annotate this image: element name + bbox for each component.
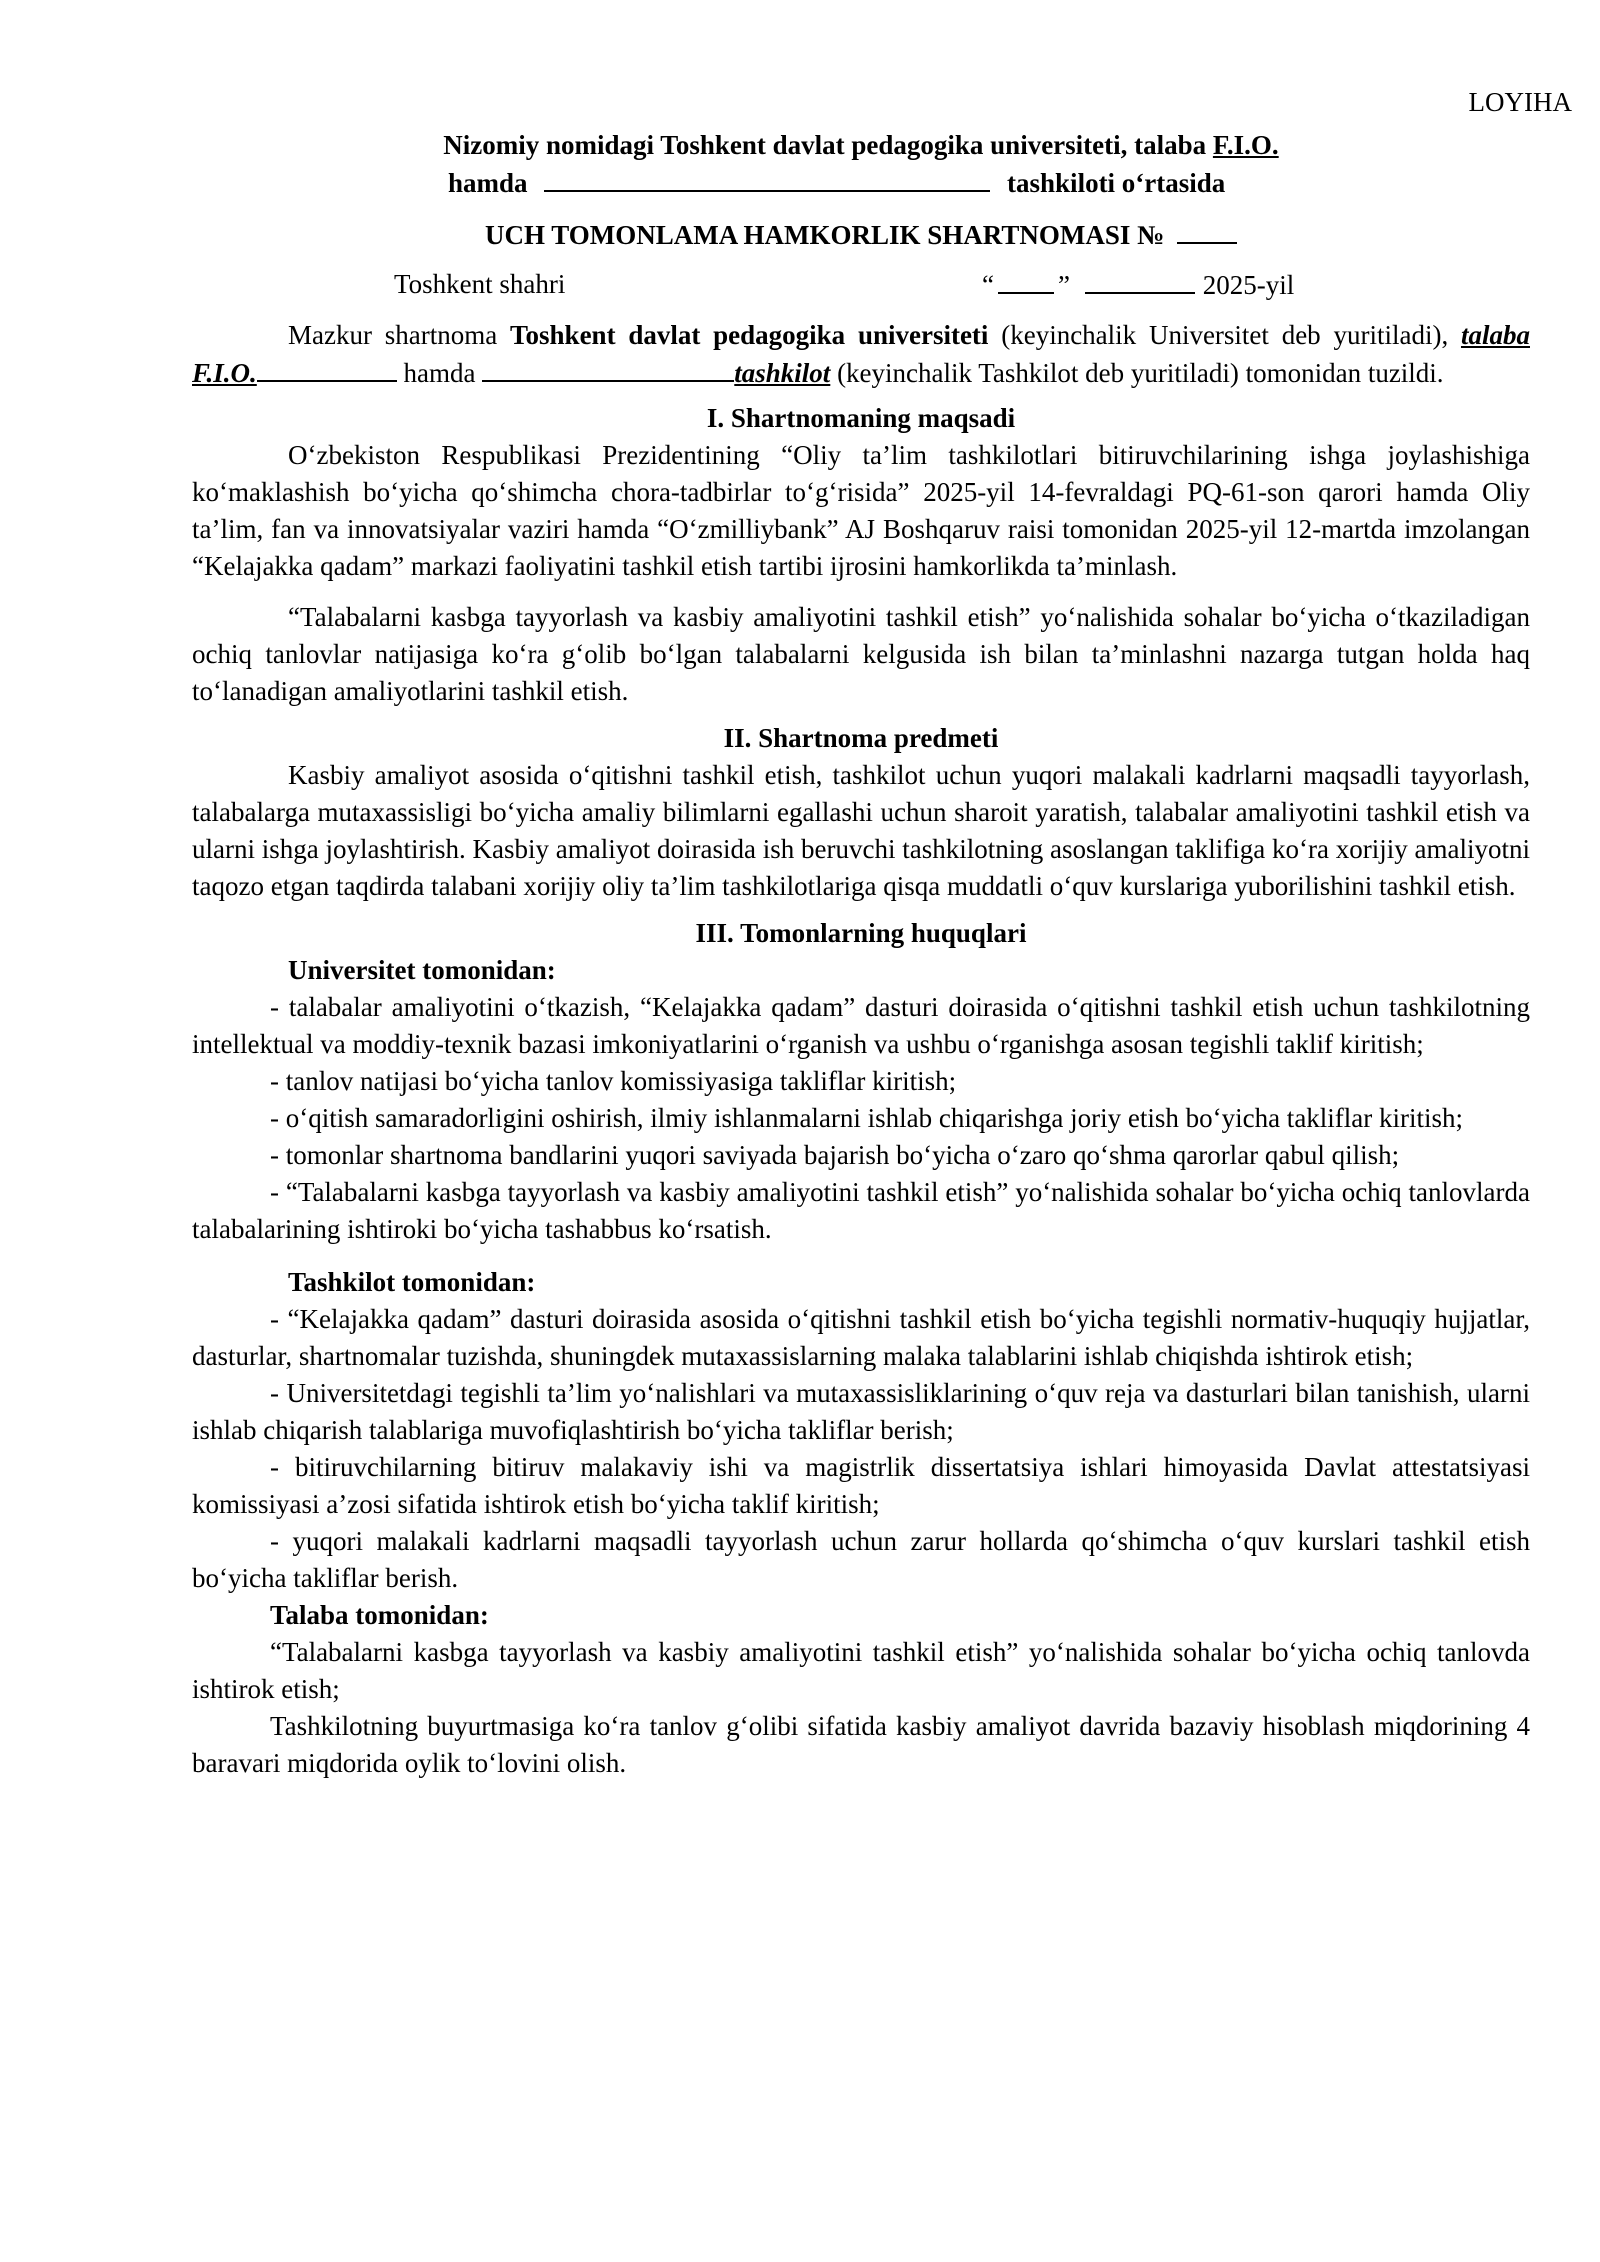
- university-right-2: - tanlov natijasi bo‘yicha tanlov komissiyasiga takliflar kiritish;: [270, 1066, 957, 1096]
- section-2-paragraph-1: Kasbiy amaliyot asosida o‘qitishni tashkil etish, tashkilot uchun yuqori malakali kadrlarni maqsadli tayyorlash, talabalarga mutaxassisligi bo‘yicha amaliy bilimlarni egallashi uchun sharoit yaratish, talabalar amaliyotini tashkil etish va ularni ishga joylashtirish. Kasbiy amaliyot doirasida ish beruvchi tashkilotning asoslangan taklifiga ko‘ra xorijiy amaliyotni taqozo etgan taqdirda talabani xorijiy oliy ta’lim tashkilotlariga qisqa muddatli o‘quv kurslariga yuborilishini tashkil etish.: [192, 760, 1530, 901]
- header-hamda: hamda: [448, 168, 528, 198]
- university-rights-heading: Universitet tomonidan:: [288, 955, 556, 985]
- document-page: [192, 84, 1572, 1782]
- contract-number-blank: [1177, 216, 1237, 244]
- section-3-title: III. Tomonlarning huquqlari: [695, 918, 1027, 948]
- intro-text-2: (keyinchalik Universitet deb yuritiladi),: [988, 320, 1461, 350]
- university-right-1: - talabalar amaliyotini o‘tkazish, “Kelajakka qadam” dasturi doirasida o‘qitishni tashkil etish uchun tashkilotning intellektual va moddiy-texnik bazasi imkoniyatlarini o‘rganish va ushbu o‘rganishga asosan tegishli taklif kiritish;: [192, 992, 1530, 1059]
- organization-name-blank: [482, 354, 734, 382]
- organization-rights-heading: Tashkilot tomonidan:: [288, 1267, 536, 1297]
- draft-label: LOYIHA: [1468, 87, 1572, 117]
- header-line-2: [192, 164, 1530, 202]
- section-1-title: I. Shartnomaning maqsadi: [706, 403, 1016, 433]
- student-rights-heading: Talaba tomonidan:: [270, 1600, 489, 1630]
- year: 2025-yil: [1202, 270, 1295, 300]
- section-1-paragraph-2: “Talabalarni kasbga tayyorlash va kasbiy amaliyotini tashkil etish” yo‘nalishida sohalar bo‘yicha o‘tkaziladigan ochiq tanlovlar natijasiga ko‘ra g‘olib bo‘lgan talabalarni kelgusida ish bilan ta’minlashni nazarga tutgan holda haq to‘lanadigan amaliyotlarini tashkil etish.: [192, 602, 1530, 706]
- organization-right-1: - “Kelajakka qadam” dasturi doirasida asosida o‘qitishni tashkil etish bo‘yicha tegishli normativ-huquqiy hujjatlar, dasturlar, shartnomalar tuzishda, shuningdek mutaxassislarning malaka talablarini ishlab chiqishda ishtirok etish;: [192, 1304, 1530, 1371]
- header-line-2-suffix: tashkiloti o‘rtasida: [1007, 168, 1226, 198]
- organization-right-3: - bitiruvchilarning bitiruv malakaviy ishi va magistrlik dissertatsiya ishlari himoyasida Davlat attestatsiyasi komissiyasi a’zosi sifatida ishtirok etish bo‘yicha taklif kiritish;: [192, 1452, 1530, 1519]
- month-blank: [1085, 266, 1195, 294]
- day-blank: [998, 266, 1054, 294]
- organization-right-2: - Universitetdagi tegishli ta’lim yo‘nalishlari va mutaxassisliklarining o‘quv reja va dasturlari bilan tanishish, ularni ishlab chiqarish talablariga muvofiqlashtirish bo‘yicha takliflar berish;: [192, 1378, 1530, 1445]
- section-2-title: II. Shartnoma predmeti: [723, 723, 999, 753]
- university-right-5: - “Talabalarni kasbga tayyorlash va kasbiy amaliyotini tashkil etish” yo‘nalishida sohalar bo‘yicha ochiq tanlovlarda talabalarining ishtiroki bo‘yicha tashabbus ko‘rsatish.: [192, 1177, 1530, 1244]
- intro-text-4: (keyinchalik Tashkilot deb yuritiladi) tomonidan tuzildi.: [830, 358, 1444, 388]
- header-university-text: Nizomiy nomidagi Toshkent davlat pedagogika universiteti, talaba: [443, 130, 1213, 160]
- student-right-2: Tashkilotning buyurtmasiga ko‘ra tanlov g‘olibi sifatida kasbiy amaliyot davrida bazaviy hisoblash miqdorining 4 baravari miqdorida oylik to‘lovini olish.: [192, 1711, 1530, 1778]
- student-right-1: “Talabalarni kasbga tayyorlash va kasbiy amaliyotini tashkil etish” yo‘nalishida sohalar bo‘yicha ochiq tanlovda ishtirok etish;: [192, 1637, 1530, 1704]
- intro-paragraph: [192, 317, 1530, 392]
- contract-title-text: UCH TOMONLAMA HAMKORLIK SHARTNOMASI №: [485, 220, 1165, 250]
- city: Toshkent shahri: [394, 269, 566, 299]
- student-blank: [257, 354, 397, 382]
- organization-right-4: - yuqori malakali kadrlarni maqsadli tayyorlash uchun zarur hollarda qo‘shimcha o‘quv kurslari tashkil etish bo‘yicha takliflar berish.: [192, 1526, 1530, 1593]
- organization-blank: [544, 164, 990, 192]
- header-fio: F.I.O.: [1212, 130, 1279, 160]
- intro-organization: tashkilot: [734, 358, 831, 388]
- university-right-4: - tomonlar shartnoma bandlarini yuqori saviyada bajarish bo‘yicha o‘zaro qo‘shma qarorlar qabul qilish;: [270, 1140, 1400, 1170]
- date-close-quote: ”: [1057, 270, 1070, 300]
- date-open-quote: “: [982, 270, 994, 300]
- date-line: [982, 266, 1294, 304]
- intro-text-1: Mazkur shartnoma: [288, 320, 510, 350]
- intro-text-3: hamda: [396, 358, 483, 388]
- header-line-1: [192, 127, 1530, 164]
- intro-student: talaba F.I.O.: [192, 320, 1530, 388]
- university-right-3: - o‘qitish samaradorligini oshirish, ilmiy ishlanmalarni ishlab chiqarishga joriy etish bo‘yicha takliflar kiritish;: [270, 1103, 1464, 1133]
- city-date-row: [192, 266, 1530, 303]
- section-1-paragraph-1: O‘zbekiston Respublikasi Prezidentining “Oliy ta’lim tashkilotlari bitiruvchilarining ishga joylashishiga ko‘maklashish bo‘yicha qo‘shimcha chora-tadbirlar to‘g‘risida” 2025-yil 14-fevraldagi PQ-61-son qarori hamda Oliy ta’lim, fan va innovatsiyalar vaziri hamda “O‘zmilliybank” AJ Boshqaruv raisi tomonidan 2025-yil 12-martda imzolangan “Kelajakka qadam” markazi faoliyatini tashkil etish tartibi ijrosini hamkorlikda ta’minlash.: [192, 440, 1530, 581]
- intro-university: Toshkent davlat pedagogika universiteti: [510, 320, 989, 350]
- contract-title: [192, 216, 1530, 254]
